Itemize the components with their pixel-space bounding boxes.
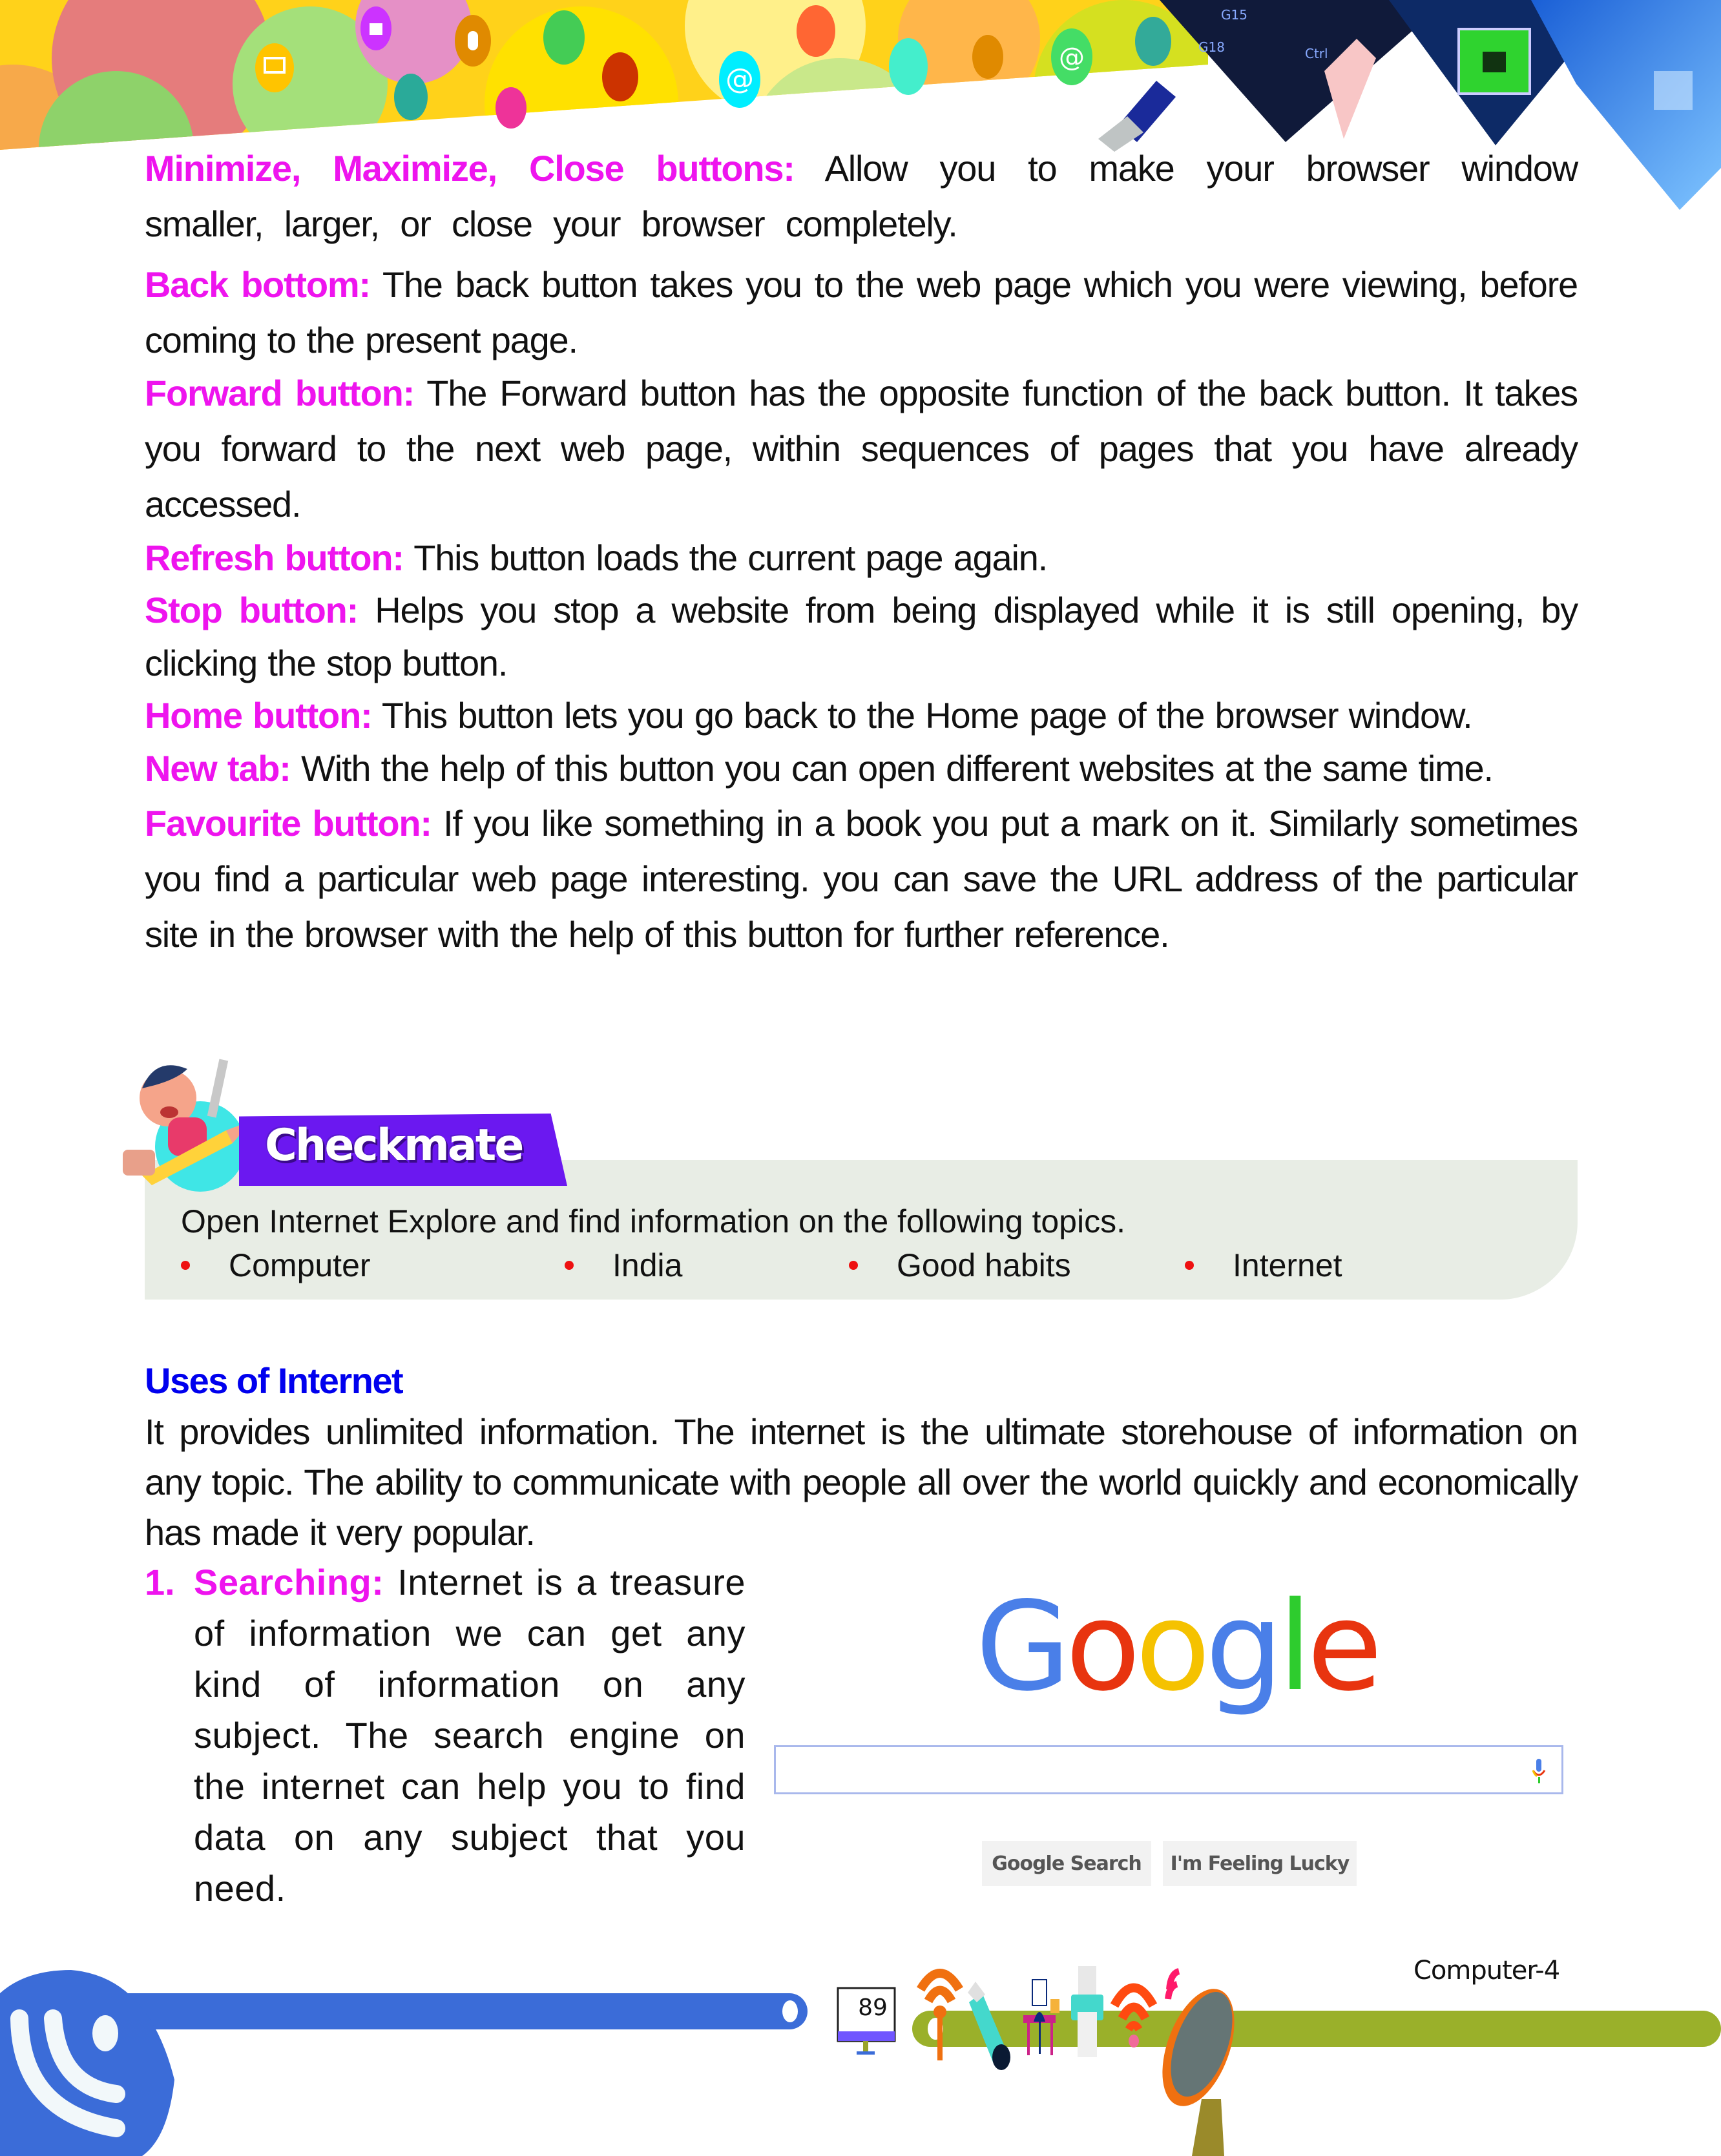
feeling-lucky-button[interactable]: I'm Feeling Lucky [1163,1841,1357,1886]
checkmate-activity [116,1053,1583,1311]
svg-text:G15: G15 [1221,7,1247,23]
bar-chart-icon [1135,17,1171,66]
logo-letter: G [975,1575,1066,1718]
svg-text:@: @ [725,63,754,96]
gamepad-icon [495,87,527,129]
definition-text: With the help of this button you can open different websites at the same time. [301,748,1493,789]
term: Home button: [145,695,372,736]
checkmate-title: Checkmate [265,1120,523,1171]
definition-text: If you like something in a book you put a mark on it. Similarly sometimes you find a particular web page interesting. you can save the URL address of the particular site in the browser with the help of this button for further reference. [145,803,1578,955]
google-homepage-image [769,1570,1583,1905]
satellite-dish-icon [1148,1971,1248,2156]
definition-favourite-button [145,796,1578,962]
topic-item [1185,1247,1342,1284]
term: Favourite button: [145,803,432,844]
definition-text: This button loads the current page again. [413,537,1048,578]
logo-letter: o [1065,1575,1136,1718]
logo-letter: o [1135,1575,1205,1718]
topic-item [849,1247,1071,1284]
definition-text: Helps you stop a website from being displayed while it is still opening, by clicking the stop button. [145,590,1578,683]
keyboard-image [1160,0,1418,142]
term: Forward button: [145,373,415,413]
topic-label: Internet [1233,1247,1342,1283]
logo-letter: g [1205,1575,1278,1718]
svg-text:G18: G18 [1198,39,1225,55]
network-users-icon [543,10,585,65]
definition-minimize-maximize-close [145,141,1578,252]
term: Searching: [194,1562,384,1602]
bullet-icon [1185,1261,1194,1270]
uses-intro: It provides unlimited information. The internet is the ultimate storehouse of information on any topic. The ability to communicate with people all over the world quickly and economically has made it very popular. [145,1411,1578,1553]
browser-buttons-list [145,141,1578,962]
checkmate-topics [181,1247,1538,1288]
monitor-icon [255,43,294,92]
term: Minimize, Maximize, Close buttons: [145,148,795,189]
definition-text: The back button takes you to the web page which you were viewing, before coming to the present page. [145,264,1578,360]
mouse-icon [972,35,1003,79]
term: Stop button: [145,590,359,630]
definition-text: This button lets you go back to the Home page of the browser window. [381,695,1472,736]
logo-letter: e [1307,1575,1378,1718]
microphone-icon[interactable] [1532,1757,1546,1785]
term: Back bottom: [145,264,370,305]
topic-label: India [612,1247,683,1283]
google-search-button[interactable]: Google Search [982,1841,1151,1886]
google-search-input[interactable] [774,1745,1563,1794]
definition-stop-button [145,584,1578,690]
term: Refresh button: [145,537,404,578]
checkmate-instruction: Open Internet Explore and find information on the following topics. [181,1203,1125,1239]
definition-back-button [145,257,1578,368]
svg-text:@: @ [1059,43,1085,72]
definition-text: The Forward button has the opposite function of the back button. It takes you forward to the next web page, within sequences of pages that you have already accessed. [145,373,1578,524]
topic-item [181,1247,371,1284]
term: New tab: [145,748,291,789]
definition-refresh-button [145,532,1578,584]
book-name: Computer-4 [1413,1956,1560,1985]
item-number: 1. [145,1562,175,1602]
bullet-icon [181,1261,190,1270]
growth-chart-icon [394,74,428,120]
bullet-icon [565,1261,574,1270]
gears-icon [602,52,638,101]
definition-text: Allow you to make your browser window smaller, larger, or close your browser completely. [145,148,1578,244]
bullet-icon [849,1261,858,1270]
section-title: Uses of Internet [145,1360,403,1401]
google-logo [975,1570,1377,1725]
svg-text:Ctrl: Ctrl [1305,46,1328,61]
definition-home-button [145,690,1578,741]
definition-new-tab [145,741,1578,796]
item-body [194,1557,746,1914]
upload-icon [797,5,835,57]
logo-letter: l [1278,1575,1308,1718]
page-number: 89 [858,1995,888,2021]
topic-item [565,1247,682,1284]
topic-label: Good habits [897,1247,1071,1283]
topic-label: Computer [229,1247,371,1283]
globe-icon [889,38,928,95]
item-text: Internet is a treasure of information we can get any kind of information on any subject. The search engine on the internet can help you to find data on any subject that you need. [194,1562,746,1909]
definition-forward-button [145,366,1578,532]
uses-of-internet-section [145,1355,1578,1558]
